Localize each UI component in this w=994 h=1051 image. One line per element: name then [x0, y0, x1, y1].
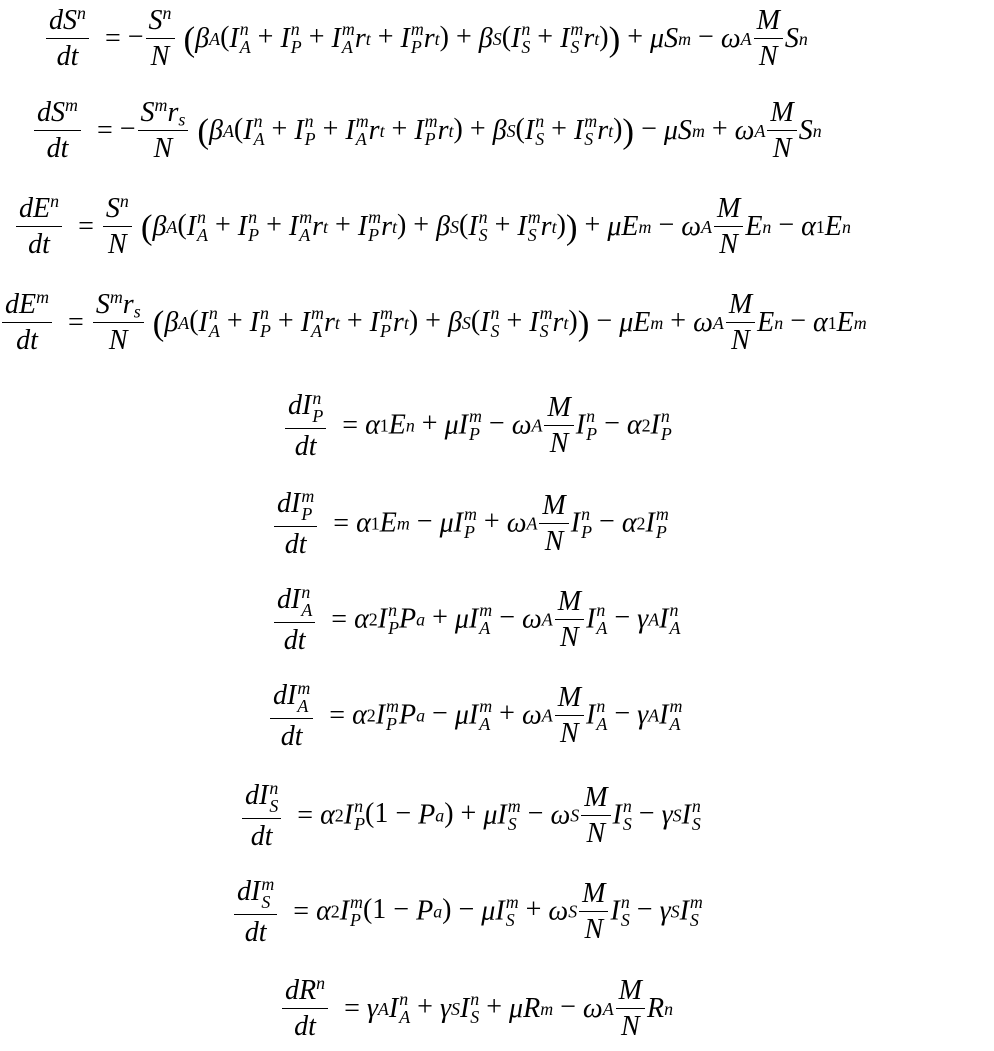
eq6-lhs: dI m P dt [274, 488, 317, 559]
equation-7: dI n A dt = α2I n P Pa + μI m A − ωA $\frac{M}{N}$ I n A − γAI n A [272, 584, 680, 655]
eq5-lhs: dI n P dt [285, 390, 326, 461]
eq2-lhs: $\frac{dS^m}{dt}$ [34, 98, 81, 164]
equation-2: $\frac{dS^m}{dt}$ = − $\frac{S^mr_s}{N}$ (βA(I n A + I n P + I m A rt + I m P rt) + βS(I n S + I m S rt)) − μSm + ωA $\frac{M}{N}$ Sn [32, 98, 822, 164]
equation-10: dI m S dt = α2I m P (1 − Pa) − μI m S + ωS $\frac{M}{N}$ I n S − γSI m S [232, 876, 703, 947]
eq4-lhs: $\frac{dE^m}{dt}$ [2, 290, 52, 356]
equation-1: $\frac{dS^n}{dt}$ = − $\frac{S^n}{N}$ (βA(I n A + I n P + I m A rt + I m P rt) + βS(I n S + I m S rt)) + μSm − ωA $\frac{M}{N}$ Sn [44, 6, 808, 72]
eq8-lhs: dI m A dt [270, 680, 313, 751]
eq3-lhs: $\frac{dE^n}{dt}$ [16, 194, 62, 260]
equation-11: $\frac{dR^n}{dt}$ = γAI n A + γSI n S + μRm − ωA $\frac{M}{N}$ Rn [280, 976, 673, 1042]
eq11-lhs: $\frac{dR^n}{dt}$ [282, 976, 328, 1042]
equation-4: $\frac{dE^m}{dt}$ = $\frac{S^mr_s}{N}$ (βA(I n A + I n P + I m A rt + I m P rt) + βS(I n S + I m S rt)) − μEm + ωA $\frac{M}{N}$ En − α1Em [0, 290, 867, 356]
equation-6: dI m P dt = α1Em − μI m P + ωA $\frac{M}{N}$ I n P − α2I m P [272, 488, 669, 559]
equation-9: dI n S dt = α2I n P (1 − Pa) + μI m S − ωS $\frac{M}{N}$ I n S − γSI n S [240, 780, 701, 851]
equation-8: dI m A dt = α2I m P Pa − μI m A + ωA $\frac{M}{N}$ I n A − γAI m A [268, 680, 682, 751]
eq9-lhs: dI n S dt [242, 780, 281, 851]
eq1-lhs: $\frac{dS^n}{dt}$ [46, 6, 89, 72]
equation-5: dI n P dt = α1En + μI m P − ωA $\frac{M}{N}$ I n P − α2I n P [283, 390, 672, 461]
eq7-lhs: dI n A dt [274, 584, 315, 655]
equation-3: $\frac{dE^n}{dt}$ = $\frac{S^n}{N}$ (βA(I n A + I n P + I m A rt + I m P rt) + βS(I n S + I m S rt)) + μEm − ωA $\frac{M}{N}$ En − α1En [14, 194, 851, 260]
eq10-lhs: dI m S dt [234, 876, 277, 947]
